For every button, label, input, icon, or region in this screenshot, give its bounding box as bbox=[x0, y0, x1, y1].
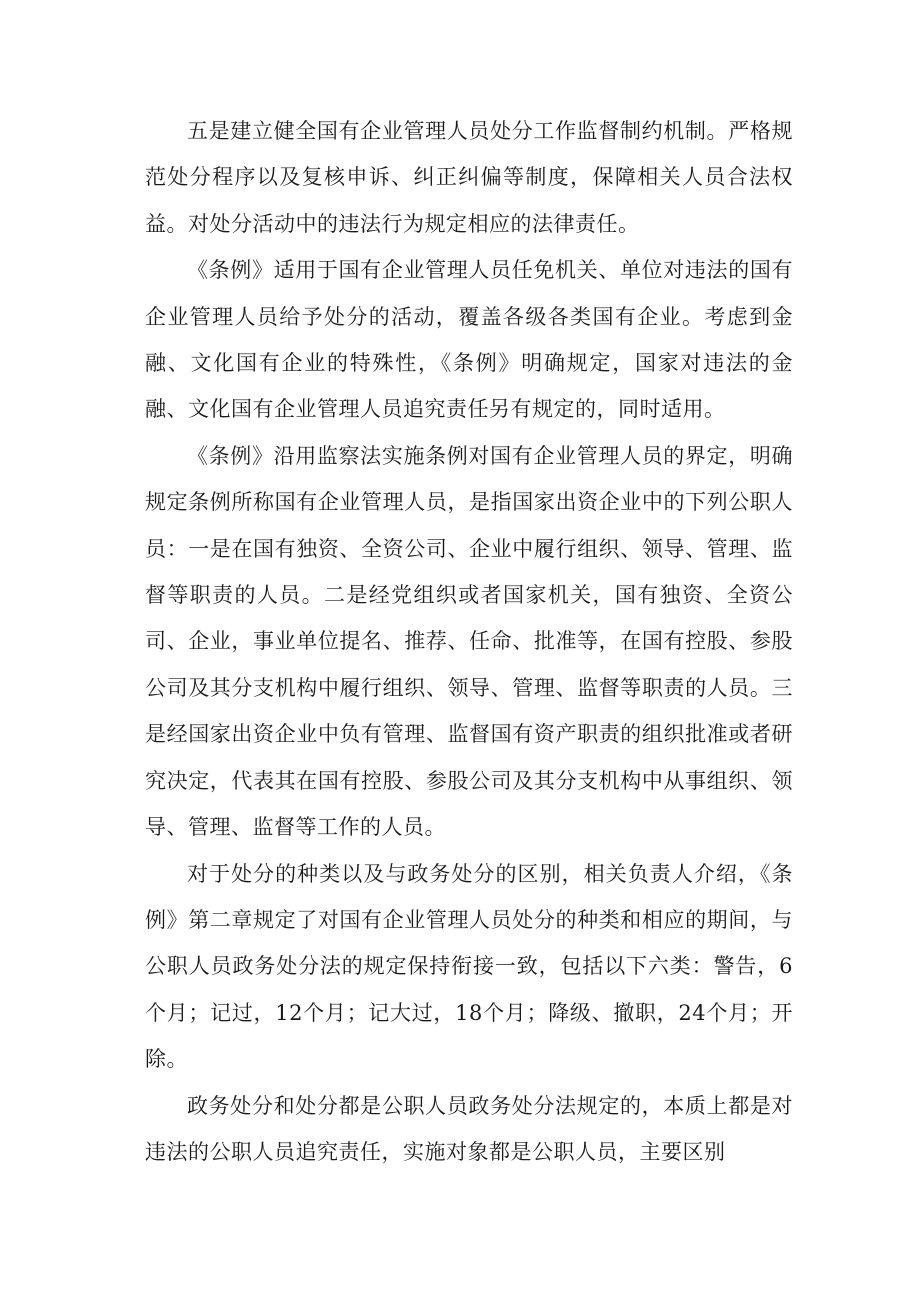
paragraph-difference-from-administrative-sanctions: 政务处分和处分都是公职人员政务处分法规定的，本质上都是对违法的公职人员追究责任，实施对象都是公职人员，主要区别 bbox=[145, 1093, 793, 1164]
paragraph-types-of-sanctions: 对于处分的种类以及与政务处分的区别，相关负责人介绍，《条例》第二章规定了对国有企业管理人员处分的种类和相应的期间，与公职人员政务处分法的规定保持衔接一致，包括以下六类：警告，6个月；记过，12个月；记大过，18个月；降级、撤职，24个月；开除。 bbox=[145, 861, 793, 1072]
paragraph-supervision-mechanism: 五是建立健全国有企业管理人员处分工作监督制约机制。严格规范处分程序以及复核申诉、纠正纠偏等制度，保障相关人员合法权益。对处分活动中的违法行为规定相应的法律责任。 bbox=[145, 119, 793, 236]
document-body bbox=[145, 108, 793, 1175]
paragraph-definition-of-managers: 《条例》沿用监察法实施条例对国有企业管理人员的界定，明确规定条例所称国有企业管理人员，是指国家出资企业中的下列公职人员：一是在国有独资、全资公司、企业中履行组织、领导、管理、监督等职责的人员。二是经党组织或者国家机关，国有独资、全资公司、企业，事业单位提名、推荐、任命、批准等，在国有控股、参股公司及其分支机构中履行组织、领导、管理、监督等职责的人员。三是经国家出资企业中负有管理、监督国有资产职责的组织批准或者研究决定，代表其在国有控股、参股公司及其分支机构中从事组织、领导、管理、监督等工作的人员。 bbox=[145, 443, 793, 840]
paragraph-scope-of-application: 《条例》适用于国有企业管理人员任免机关、单位对违法的国有企业管理人员给予处分的活动，覆盖各级各类国有企业。考虑到金融、文化国有企业的特殊性，《条例》明确规定，国家对违法的金融、文化国有企业管理人员追究责任另有规定的，同时适用。 bbox=[145, 258, 793, 422]
